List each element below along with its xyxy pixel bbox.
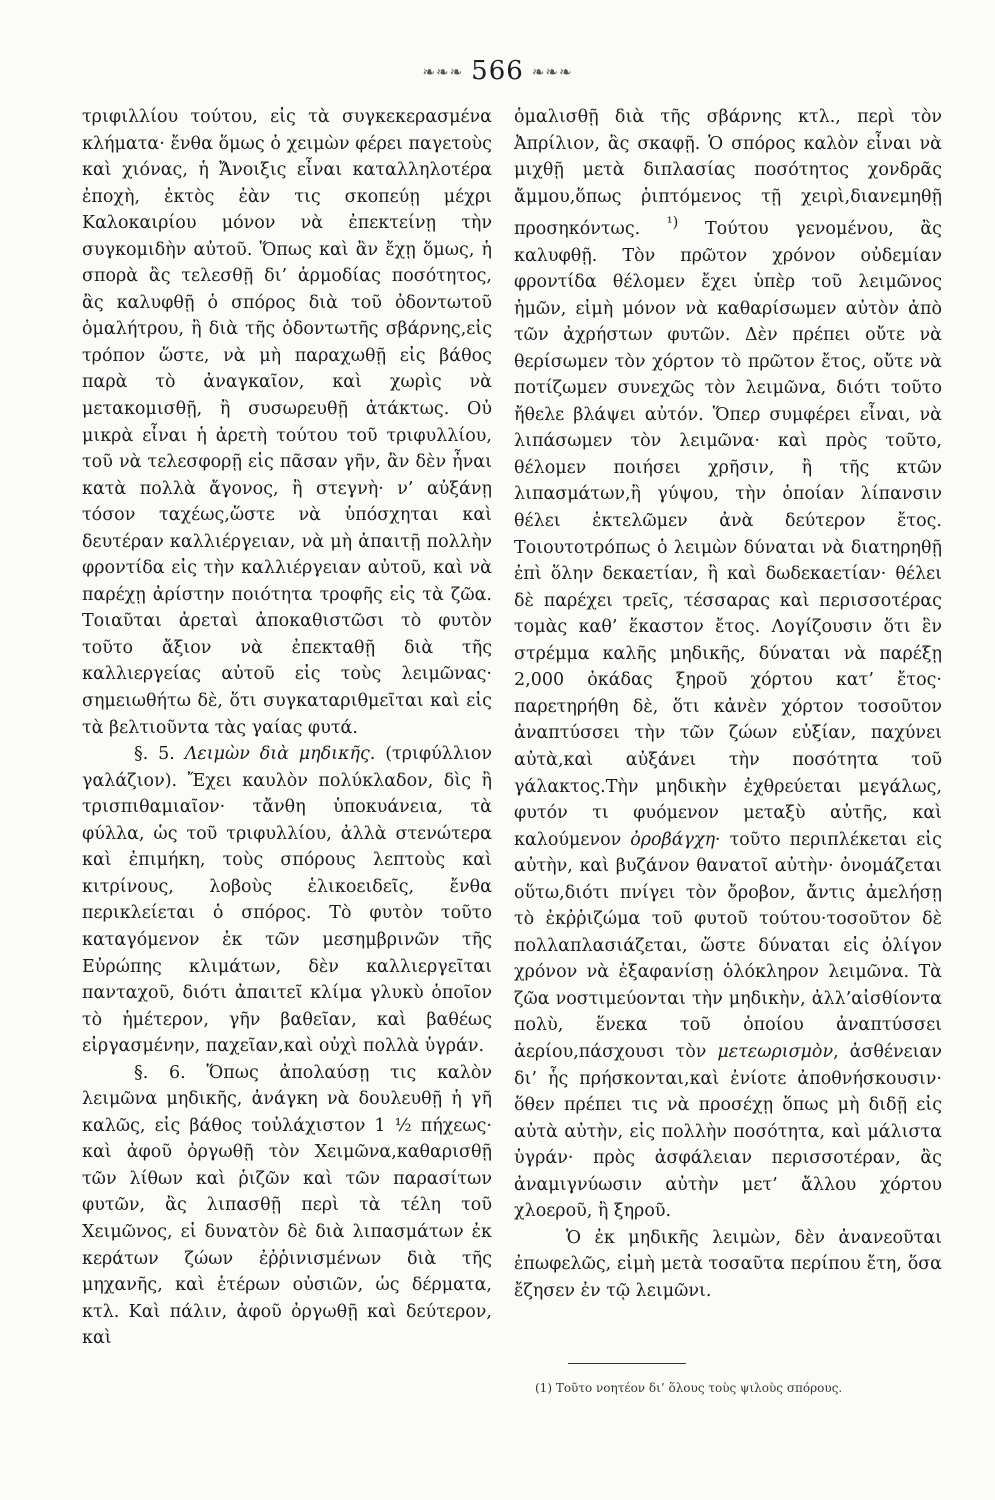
italic-term-meteorismos: μετεωρισμὸν (717, 1041, 834, 1062)
page-number: 566 (471, 56, 524, 86)
para-right-text-2: Τούτου γενομένου, ἂς καλυφθῇ. Τὸν πρῶτον χρόνον οὐδεμίαν φροντίδα θέλομεν ἔχει ὑπὲρ τοῦ λειμῶνος ἡμῶν, εἰμὴ μόνον νὰ καθαρίσωμεν αὐτὸν ἀπὸ τῶν ἀχρήστων φυτῶν. Δὲν πρέπει οὔτε νὰ θερίσωμεν τὸν χόρτον τὸ πρῶτον ἔτος, οὔτε νὰ ποτίζωμεν συνεχῶς τὸν λειμῶνα, διότι τοῦτο ἤθελε βλάψει αὐτόν. Ὅπερ συμφέρει εἶναι, νὰ λιπάσωμεν τὸν λειμῶνα· καὶ πρὸς τοῦτο, θέλομεν ποιήσει χρῆσιν, ἢ τῆς κτῶν λιπασμάτων,ἢ γύψου, τὴν ὁποίαν λίπανσιν θέλει ἐκτελῶμεν ἀνὰ δεύτερον ἔτος. Τοιουτοτρόπως ὁ λειμὼν δύναται νὰ διατηρηθῇ ἐπὶ ὅλην δεκαετίαν, ἢ καὶ δωδεκαετίαν· θέλει δὲ παρέχει τρεῖς, τέσσαρας καὶ περισσοτέρας τομὰς καθ’ ἕκαστον ἔτος. Λογίζουσιν ὅτι ἓν στρέμμα καλῆς μηδικῆς, δύναται νὰ παρέξῃ 2,000 ὀκάδας ξηροῦ χόρτου κατ’ ἔτος· παρετηρήθη δὲ, ὅτι κἀνὲν χόρτον τοσοῦτον ἀναπτύσσει τὴν τῶν ζώων εὐξίαν, παχύνει αὐτὰ,καὶ αὐξάνει τὴν ποσότητα τοῦ γάλακτος.Τὴν μηδικὴν ἐχθρεύεται μεγάλως, φυτόν τι φυόμενον μεταξὺ αὐτῆς, καὶ καλούμενον (514, 219, 942, 850)
section-6-number: §. 6. (134, 1062, 186, 1083)
paragraph-1: τριφιλλίου τούτου, εἰς τὰ συγκεκερασμένα κλήματα· ἔνθα ὅμως ὁ χειμὼν φέρει παγετοὺς καὶ χιόνας, ἡ Ἄνοιξις εἶναι καταλληλοτέρα ἐποχὴ, ἐκτὸς ἐὰν τις σκοπεύῃ μέχρι Καλοκαιρίου μόνον νὰ ἐπεκτείνῃ τὴν συγκομιδὴν αὐτοῦ. Ὅπως καὶ ἂν ἔχῃ ὅμως, ἡ σπορὰ ἂς τελεσθῇ δι’ ἁρμοδίας ποσότητος, ἂς καλυφθῇ ὁ σπόρος διὰ τοῦ ὀδοντωτοῦ ὁμαλήτρου, ἢ διὰ τῆς ὀδοντωτῆς σβάρνης,εἰς τρόπον ὥστε, νὰ μὴ παραχωθῇ εἰς βάθος παρὰ τὸ ἀναγκαῖον, καὶ χωρὶς νὰ μετακομισθῇ, ἢ συσωρευθῇ ἀτάκτως. Οὐ μικρὰ εἶναι ἡ ἀρετὴ τούτου τοῦ τριφυλλίου, τοῦ νὰ τελεσφορῇ εἰς πᾶσαν γῆν, ἂν δὲν ἦναι κατὰ πολλὰ ἄγονος, ἢ στεγνὴ· ν’ αὐξάνῃ τόσον ταχέως,ὥστε νὰ ὑπόσχηται καὶ δευτέραν καλλιέργειαν, νὰ μὴ ἀπαιτῇ πολλὴν φροντίδα εἰς τὴν καλλιέργειαν αὐτοῦ, καὶ νὰ παρέχῃ ἀρίστην ποιότητα τροφῆς εἰς τὰ ζῶα. Τοιαῦται ἀρεταὶ ἀποκαθιστῶσι τὸ φυτὸν τοῦτο ἄξιον νὰ ἐπεκταθῇ διὰ τῆς καλλιεργείας αὐτοῦ εἰς τοὺς λειμῶνας· σημειωθήτω δὲ, ὅτι συγκαταριθμεῖται καὶ εἰς τὰ βελτιοῦντα τὰς γαίας φυτά. (82, 107, 492, 738)
footnote: (1) Τοῦτο νοητέον δι’ ὅλους τοὺς ψιλοὺς σπόρους. (535, 1381, 843, 1395)
paragraph-right-1 (514, 104, 942, 1225)
section-6 (82, 1060, 492, 1352)
para-right-text-1: ὁμαλισθῇ διὰ τῆς σβάρνης κτλ., περὶ τὸν Ἀπρίλιον, ἂς σκαφῇ. Ὁ σπόρος καλὸν εἶναι νὰ μιχθῇ μετὰ διπλασίας ποσότητος χονδρᾶς ἄμμου,ὅπως ῥιπτόμενος τῇ χειρὶ,διανεμηθῇ προσηκόντως. (514, 107, 942, 240)
para-right-text-3: τοῦτο περιπλέκεται εἰς αὐτὴν, καὶ βυζάνον θανατοῖ αὐτὴν· ὀνομάζεται οὕτω,διότι πνίγει τὸν ὄροβον, ἄντις ἀμελήσῃ τὸ ἐκῤῥιζώμα τοῦ φυτοῦ τούτου·τοσοῦτον δὲ πολλαπλασιάζεται, ὥστε δύναται εἰς ὀλίγον χρόνον νὰ ἐξαφανίσῃ ὁλόκληρον λειμῶνα. Τὰ ζῶα νοστιμεύονται τὴν μηδικὴν, ἀλλ’αἰσθίοντα πολὺ, ἕνεκα τοῦ ὁποίου ἀναπτύσσει ἀερίου,πάσχουσι τὸν (514, 829, 942, 1062)
section-5-title: Λειμὼν διὰ μηδικῆς. (184, 744, 376, 765)
page-header (0, 56, 995, 86)
footnote-ref: ¹) (666, 214, 679, 232)
para-right-text-4: , ἀσθένειαν δι’ ἧς πρήσκονται,καὶ ἐνίοτε ἀποθνήσκουσιν· ὅθεν πρέπει τις νὰ προσέχῃ ὅπως μὴ διδῇ εἰς αὐτὰ αὐτὴν, εἰς πολλὴν ποσότητα, καὶ μάλιστα ὑγράν· πρὸς ἀσφάλειαν περισσοτέραν, ἂς ἀναμιγνύωσιν αὐτὴν μετ’ ἄλλου χόρτου χλοεροῦ, ἢ ξηροῦ. (514, 1041, 942, 1222)
section-5 (82, 741, 492, 1060)
left-column (82, 104, 492, 1352)
italic-term-orobanche: ὀροβάγχη· (630, 829, 721, 850)
ornament-right-icon: ❧❧❧ (531, 63, 573, 81)
paragraph-right-last: Ὁ ἐκ μηδικῆς λειμὼν, δὲν ἀνανεοῦται ἐπωφελῶς, εἰμὴ μετὰ τοσαῦτα περίπου ἔτη, ὅσα ἔζησεν ἐν τῷ λειμῶνι. (514, 1227, 942, 1301)
footnote-rule (568, 1363, 686, 1364)
section-6-text: Ὅπως ἀπολαύσῃ τις καλὸν λειμῶνα μηδικῆς, ἀνάγκη νὰ δουλευθῇ ἡ γῆ καλῶς, εἰς βάθος τοὐλάχιστον 1 ½ πήχεως· καὶ ἀφοῦ ὀργωθῇ τὸν Χειμῶνα,καθαρισθῇ τῶν λίθων καὶ ῥιζῶν καὶ τῶν παρασίτων φυτῶν, ἂς λιπασθῇ περὶ τὰ τέλη τοῦ Χειμῶνος, εἰ δυνατὸν δὲ διὰ λιπασμάτων ἐκ κεράτων ζώων ἐῤῥινισμένων διὰ τῆς μηχανῆς, καὶ ἑτέρων οὐσιῶν, ὡς δέρματα, κτλ. Καὶ πάλιν, ἀφοῦ ὀργωθῇ καὶ δεύτερον, καὶ (82, 1062, 492, 1349)
ornament-left-icon: ❧❧❧ (422, 63, 464, 81)
right-column (514, 104, 942, 1304)
section-5-number: §. 5. (134, 744, 175, 765)
section-5-text: (τριφύλλιον γαλάζιον). Ἔχει καυλὸν πολύκλαδον, δὶς ἢ τρισπιθαμιαῖον· τἄνθη ὑποκυάνεια, τὰ φύλλα, ὡς τοῦ τριφυλλίου, ἀλλὰ στενώτερα καὶ ἐπιμήκη, τοὺς σπόρους λεπτοὺς καὶ κιτρίνους, λοβοὺς ἑλικοειδεῖς, ἔνθα περικλείεται ὁ σπόρος. Τὸ φυτὸν τοῦτο καταγόμενον ἐκ τῶν μεσημβρινῶν τῆς Εὐρώπης κλιμάτων, δὲν καλλιεργεῖται πανταχοῦ, διότι ἀπαιτεῖ κλίμα γλυκὺ ὁποῖον τὸ ἡμέτερον, γῆν βαθεῖαν, καὶ βαθέως εἰργασμένην, παχεῖαν,καὶ οὐχὶ πολλὰ ὑγράν. (82, 744, 492, 1057)
